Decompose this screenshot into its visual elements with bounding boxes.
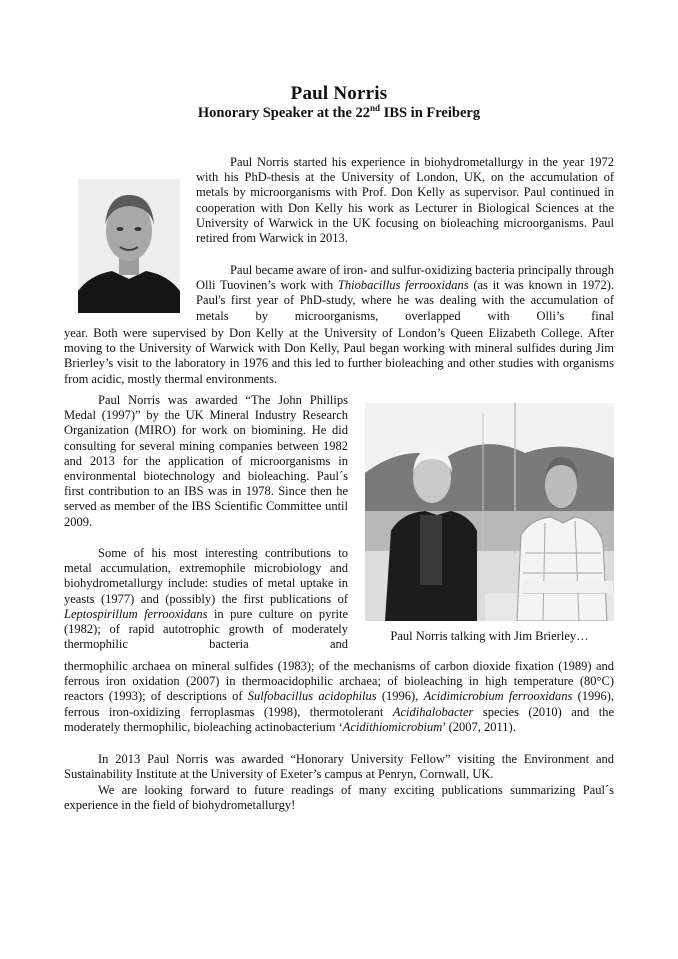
- subtitle-superscript: nd: [370, 103, 381, 114]
- paragraph-bacteria: [196, 263, 614, 324]
- paragraph-intro: Paul Norris started his experience in biohydrometallurgy in the year 1972 with his PhD-thesis at the University of London, UK, on the accumulation of metals by microorganisms with Prof. Don Kelly as supervisor. Paul continued in cooperation with Don Kelly his work as Lecturer in Biological Sciences at the University of Warwick in the UK focusing on bioleaching microorganisms. Paul retired from Warwick in 2013.: [196, 155, 614, 246]
- conversation-photo: [365, 403, 614, 621]
- paragraph-contributions: [64, 546, 348, 652]
- paragraph-contributions-text-2: in pure culture on pyrite (1982); of rapid autotrophic growth of moderately thermophilic bacteria and: [64, 606, 349, 652]
- species-name-leptospirillum: Leptospirillum ferrooxidans: [64, 606, 208, 621]
- portrait-photo: [78, 179, 180, 313]
- paragraph-contributions-continued: [64, 659, 614, 735]
- contributions-text-6: species (2010) and the moderately thermophilic, bioleaching actinobacterium ‘: [64, 704, 614, 734]
- contributions-text-5: (1996), ferrous iron-oxidizing ferroplasmas (1998), thermotolerant: [64, 689, 615, 719]
- species-name-acidihalobacter: Acidihalobacter: [392, 704, 474, 719]
- paragraph-contributions-text: Some of his most interesting contributions to metal accumulation, extremophile microbiology and biohydrometallurgy include: studies of metal uptake in yeasts (1977) and (possibly) the first publications of: [64, 546, 348, 606]
- contributions-text-4: (1996),: [376, 689, 424, 704]
- contributions-text-7: ’ (2007, 2011).: [442, 719, 516, 734]
- portrait-photo-graphic: [78, 179, 180, 313]
- species-name: Thiobacillus ferrooxidans: [337, 278, 469, 293]
- paragraph-bacteria-text: Paul became aware of iron- and sulfur-oxidizing bacteria principally through Olli Tuovinen’s work with: [196, 263, 614, 293]
- page-title: Paul Norris: [290, 83, 388, 104]
- paragraph-bacteria-text-2: (as it was known in 1972). Paul's first year of PhD-study, where he was dealing with the accumulation of metals by microorganisms, overlapped with Olli’s final: [196, 278, 615, 323]
- page-subtitle: [0, 105, 678, 122]
- paragraph-fellowship: In 2013 Paul Norris was awarded “Honorary University Fellow” visiting the Environment and Sustainability Institute at the University of Exeter’s campus at Penryn, Cornwall, UK.: [64, 752, 614, 782]
- conversation-photo-graphic: [365, 403, 614, 621]
- contributions-text-3: thermophilic archaea on mineral sulfides (1983); of the mechanisms of carbon dioxide fixation (1989) and ferrous iron oxidation (2007) in thermoacidophilic archaea; of bioleaching in high temperature (80°C) reactors (1993); of descriptions of: [64, 659, 614, 704]
- species-name-sulfobacillus: Sulfobacillus acidophilus: [247, 689, 377, 704]
- subtitle-text: Honorary Speaker at the 22: [197, 105, 371, 121]
- paragraph-awards: Paul Norris was awarded “The John Phillips Medal (1997)” by the UK Mineral Industry Research Organization (MIRO) for work on biomining. He did consulting for several mining companies between 1982 and 2013 for the application of microorganisms in environmental biotechnology and bioleaching. Paul´s first contribution to an IBS was in 1978. Since then he served as member of the IBS Scientific Committee until 2009.: [64, 393, 348, 529]
- photo-caption: Paul Norris talking with Jim Brierley…: [390, 629, 589, 643]
- paragraph-closing: We are looking forward to future readings of many exciting publications summarizing Paul´s experience in the field of biohydrometallurgy!: [64, 783, 614, 813]
- subtitle-text-end: IBS in Freiberg: [380, 105, 481, 121]
- paragraph-bacteria-continued: year. Both were supervised by Don Kelly at the University of London’s Queen Elizabeth College. After moving to the University of Warwick with Don Kelly, Paul began working with mineral sulfides during Jim Brierley’s visit to the laboratory in 1976 and this led to further bioleaching and other studies with organisms from acidic, mostly thermal environments.: [64, 326, 614, 386]
- species-name-acidimicrobium: Acidimicrobium ferrooxidans: [423, 689, 573, 704]
- species-name-acidithiomicrobium: Acidithiomicrobium: [342, 719, 443, 734]
